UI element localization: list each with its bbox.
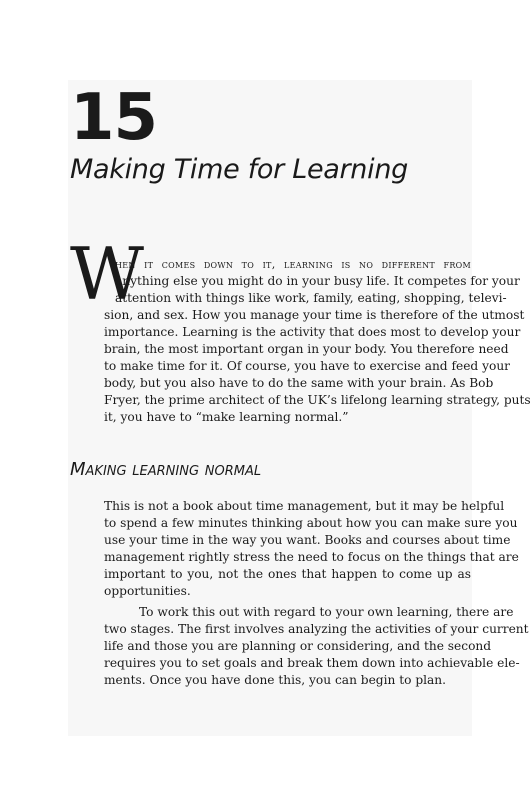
paragraph-line: life and those you are planning or considering, and the second (104, 639, 492, 653)
intro-line: brain, the most important organ in your body. You therefore need (104, 342, 509, 356)
intro-line: anything else you might do in your busy life. It competes for your (115, 274, 520, 288)
paragraph-line: opportunities. (104, 584, 191, 598)
section-heading: Making learning normal (70, 459, 262, 480)
paragraph-line: To work this out with regard to your own learning, there are (139, 605, 514, 619)
paragraph-line: requires you to set goals and break them down into achievable ele- (104, 656, 520, 670)
paragraph-line: to spend a few minutes thinking about how you can make sure you (104, 516, 518, 530)
paragraph-line: use your time in the way you want. Books and courses about time (104, 533, 511, 547)
intro-line: body, but you also have to do the same with your brain. As Bob (104, 376, 494, 390)
drop-cap: W (70, 232, 145, 316)
paragraph-line: This is not a book about time management, but it may be helpful (104, 499, 505, 513)
intro-line: Fryer, the prime architect of the UK’s lifelong learning strategy, puts (104, 393, 531, 407)
intro-line: to make time for it. Of course, you have to exercise and feed your (104, 359, 510, 373)
chapter-number: 15 (70, 81, 158, 155)
intro-line: importance. Learning is the activity that does most to develop your (104, 325, 521, 339)
intro-line: it, you have to “make learning normal.” (104, 410, 349, 424)
intro-line: sion, and sex. How you manage your time is therefore of the utmost (104, 308, 525, 322)
intro-line: hen it comes down to it, learning is no different from (115, 258, 471, 271)
paragraph-line: ments. Once you have done this, you can begin to plan. (104, 673, 447, 687)
chapter-title: Making Time for Learning (70, 154, 408, 185)
paragraph-line: important to you, not the ones that happen to come up as (104, 567, 471, 581)
paragraph-line: management rightly stress the need to focus on the things that are (104, 550, 519, 564)
paragraph-line: two stages. The first involves analyzing the activities of your current (104, 622, 529, 636)
intro-line: attention with things like work, family, eating, shopping, televi- (115, 291, 507, 305)
